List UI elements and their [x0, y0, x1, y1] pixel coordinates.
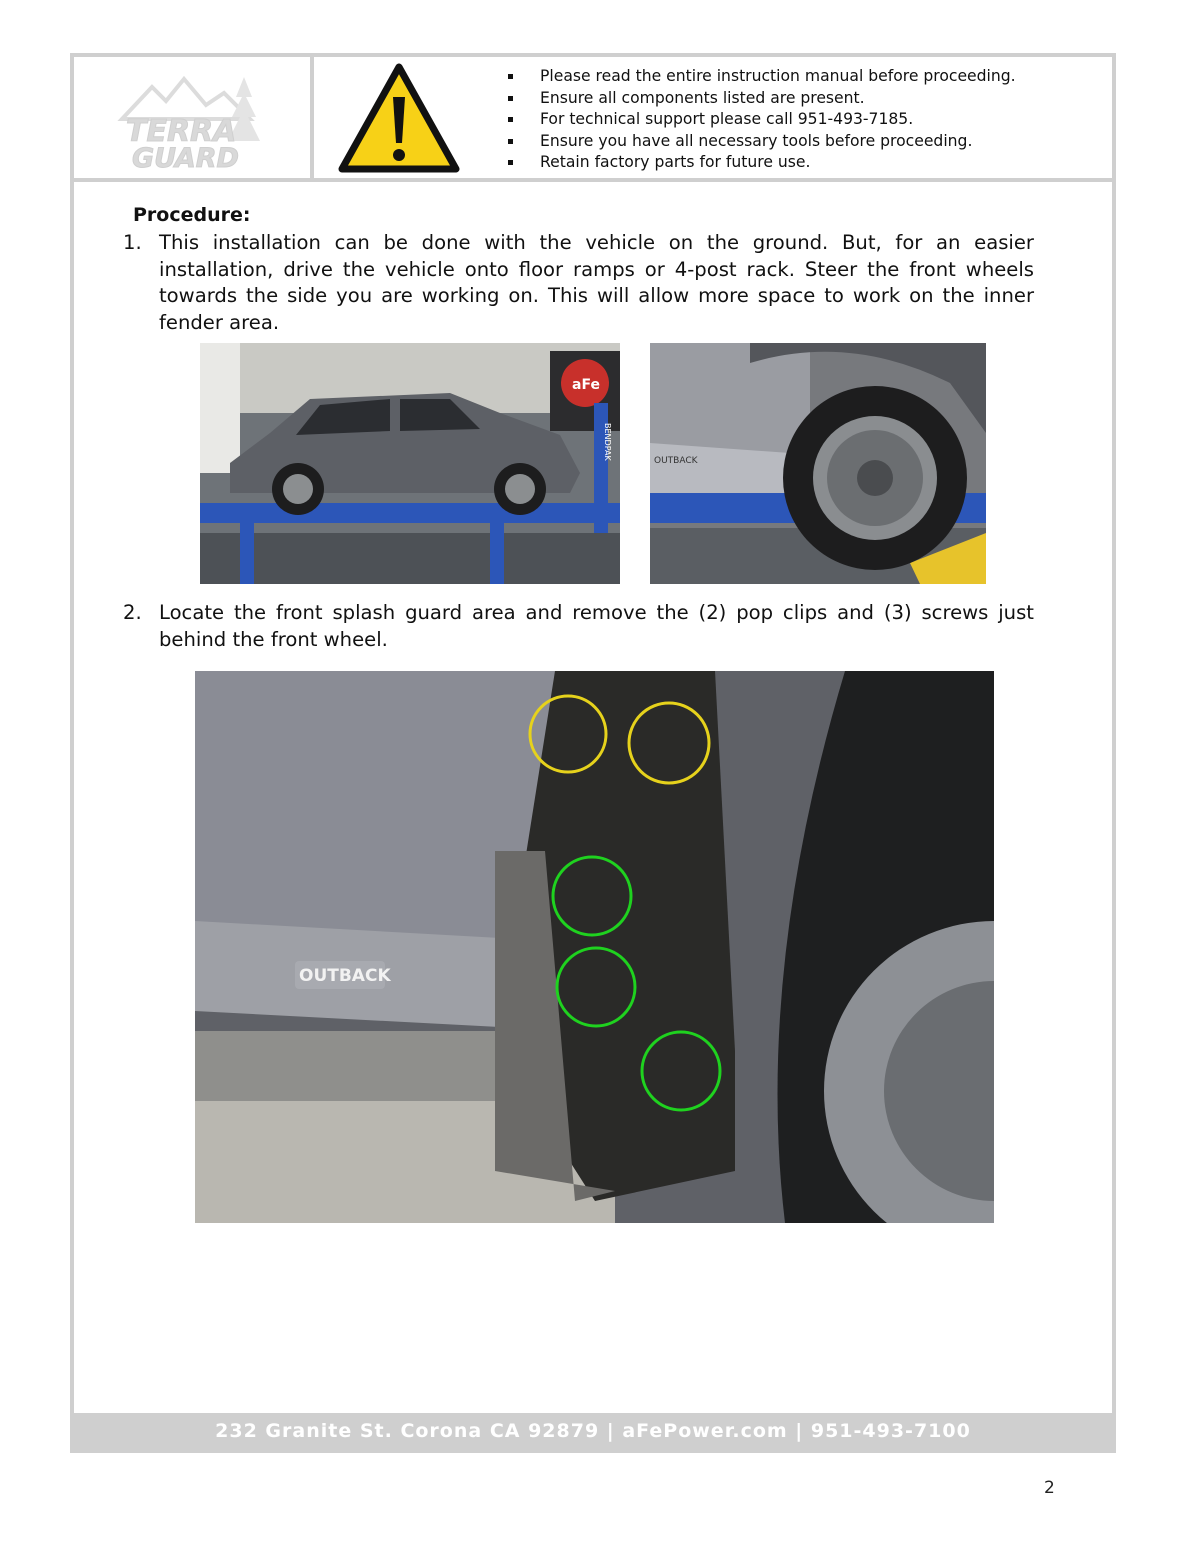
car-on-lift-photo: [200, 343, 620, 584]
bullet-item: Ensure you have all necessary tools before proceeding.: [505, 131, 1016, 153]
svg-text:OUTBACK: OUTBACK: [299, 966, 391, 986]
terra-guard-logo: [74, 57, 314, 179]
bullet-item: Retain factory parts for future use.: [505, 152, 1016, 174]
step-2: [123, 600, 1034, 653]
svg-text:OUTBACK: OUTBACK: [654, 456, 698, 466]
step-number: 2.: [123, 601, 142, 624]
bullet-item: Please read the entire instruction manual before proceeding.: [505, 66, 1016, 88]
step-text: Locate the front splash guard area and remove the (2) pop clips and (3) screws just behind the front wheel.: [159, 601, 1034, 651]
footer-contact-bar: 232 Granite St. Corona CA 92879 | aFePower.com | 951-493-7100: [74, 1413, 1112, 1449]
instruction-bullets: [505, 66, 1016, 174]
warning-triangle-icon: [318, 57, 480, 179]
procedure-title: Procedure:: [133, 204, 251, 226]
step-1: [123, 230, 1034, 336]
front-wheel-photo: [650, 343, 986, 584]
splash-guard-photo: [195, 671, 994, 1223]
svg-text:aFe: aFe: [572, 377, 600, 393]
step-number: 1.: [123, 231, 142, 254]
svg-text:GUARD: GUARD: [132, 143, 239, 174]
bullet-item: Ensure all components listed are present.: [505, 88, 1016, 110]
svg-text:TERRA: TERRA: [126, 114, 237, 149]
step-text: This installation can be done with the vehicle on the ground. But, for an easier installation, drive the vehicle onto floor ramps or 4-post rack. Steer the front wheels towards the side you are working on. This will allow more space to work on the inner fender area.: [159, 231, 1034, 334]
svg-text:BENDPAK: BENDPAK: [603, 423, 612, 461]
header-divider: [74, 178, 1112, 182]
bullet-item: For technical support please call 951-493-7185.: [505, 109, 1016, 131]
page-number: 2: [1044, 1478, 1055, 1498]
